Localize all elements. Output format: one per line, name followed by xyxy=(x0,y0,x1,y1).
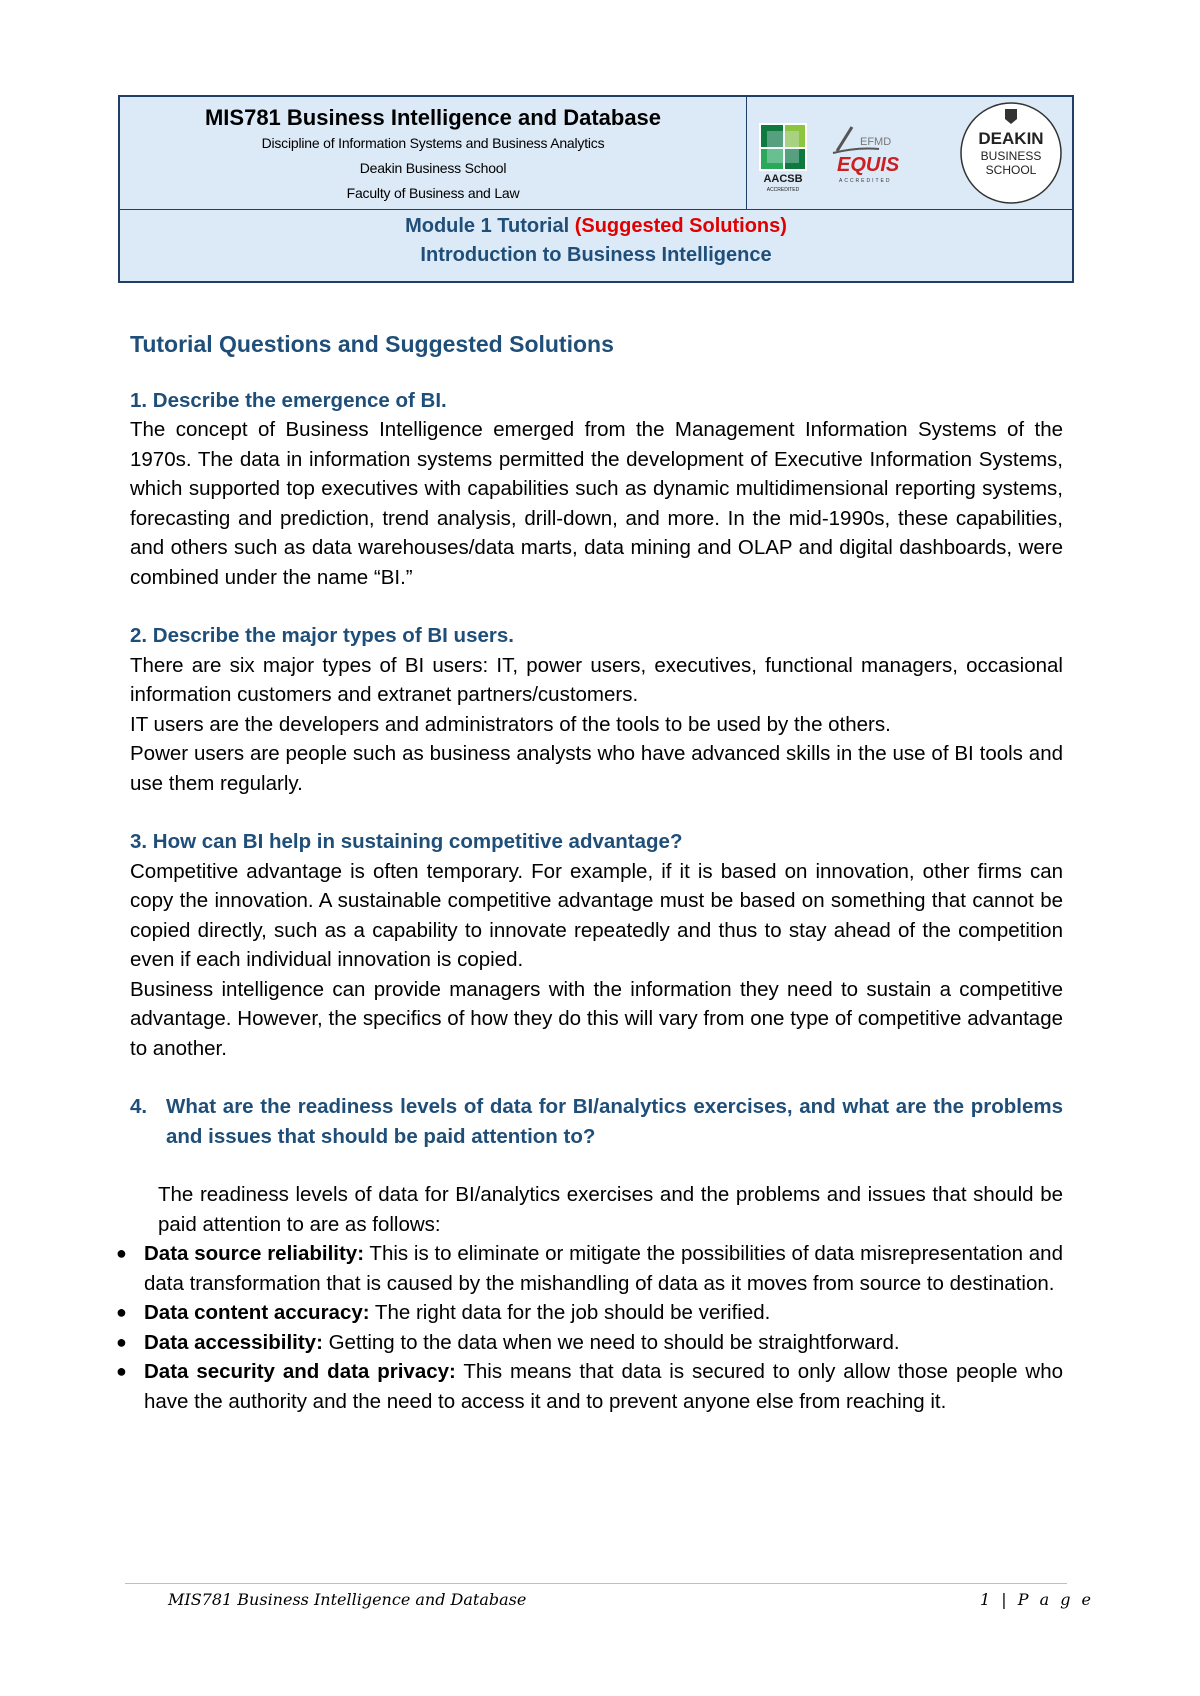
list-item xyxy=(116,1357,1063,1416)
bullet-text: This is to eliminate or mitigate the possibilities of data misrepresentation and data transformation that is caused by the mishandling of data as it moves from source to destination. xyxy=(144,1242,1063,1295)
header-course-info xyxy=(120,97,747,209)
question-3-title: 3. How can BI help in sustaining competitive advantage? xyxy=(130,830,683,853)
aacsb-logo xyxy=(759,123,807,193)
document-body xyxy=(116,330,1063,1416)
deakin-business-text: BUSINESS xyxy=(980,149,1042,163)
module-label: Module 1 Tutorial xyxy=(405,215,570,237)
aacsb-text: AACSB xyxy=(763,173,803,185)
question-2-title: 2. Describe the major types of BI users. xyxy=(130,624,514,647)
question-2-answer-p2: IT users are the developers and administrators of the tools to be used by the others. xyxy=(130,712,891,736)
suggested-solutions-label: (Suggested Solutions) xyxy=(574,215,787,237)
footer-divider xyxy=(125,1583,1067,1584)
bullet-icon: ● xyxy=(116,1243,127,1263)
question-4-number: 4. xyxy=(130,1095,148,1118)
question-1-answer: The concept of Business Intelligence emerged from the Management Information Systems of the 1970s. The data in information systems permitted the development of Executive Information Systems, which supported top executives with capabilities such as dynamic multidimensional reporting systems, forecasting and prediction, trend analysis, drill-down, and more. In the mid-1990s, these capabilities, and others such as data warehouses/data marts, data mining and OLAP and digital dashboards, were combined under the name “BI.” xyxy=(130,418,1063,589)
footer-page-number: 1 | P a g e xyxy=(980,1590,1095,1609)
topic-line: Introduction to Business Intelligence xyxy=(420,244,772,266)
list-item xyxy=(116,1298,1063,1328)
bullet-label: Data accessibility: xyxy=(144,1330,323,1354)
discipline-line: Discipline of Information Systems and Business Analytics xyxy=(261,135,605,151)
efmd-text: EFMD xyxy=(860,136,892,148)
footer-course-title: MIS781 Business Intelligence and Database xyxy=(168,1590,527,1609)
bullet-text: Getting to the data when we need to should be straightforward. xyxy=(322,1330,900,1354)
question-1-title: 1. Describe the emergence of BI. xyxy=(130,388,447,412)
course-title: MIS781 Business Intelligence and Database xyxy=(204,105,662,130)
bullet-text: The right data for the job should be verified. xyxy=(369,1301,771,1324)
logos-svg xyxy=(747,97,1072,209)
school-line: Deakin Business School xyxy=(359,160,507,176)
question-2-answer-p3: Power users are people such as business analysts who have advanced skills in the use of BI tools and use them regularly. xyxy=(130,742,1063,795)
equis-text: EQUIS xyxy=(837,154,900,176)
question-3-answer-p2: Business intelligence can provide managers with the information they need to sustain a competitive advantage. However, the specifics of how they do this will vary from one type of competitive advantage to another. xyxy=(130,977,1063,1060)
question-4-text: What are the readiness levels of data for BI/analytics exercises, and what are the problems and issues that should be paid attention to? xyxy=(166,1095,1063,1148)
header-module-row xyxy=(120,210,1072,270)
section-title: Tutorial Questions and Suggested Solutions xyxy=(130,331,614,357)
bullet-icon: ● xyxy=(116,1361,127,1381)
list-item xyxy=(116,1328,1063,1358)
question-4-intro: The readiness levels of data for BI/analytics exercises and the problems and issues that should be paid attention to are as follows: xyxy=(158,1183,1063,1236)
equis-sub-text: ACCREDITED xyxy=(839,178,892,184)
bullet-icon: ● xyxy=(116,1331,127,1352)
bullet-label: Data source reliability: xyxy=(144,1242,365,1265)
deakin-text: DEAKIN xyxy=(978,129,1044,148)
deakin-logo xyxy=(961,103,1061,203)
question-3-answer-p1: Competitive advantage is often temporary. For example, if it is based on innovation, other firms can copy the innovation. A sustainable competitive advantage must be based on something that cannot be copied directly, such as a capability to innovate repeatedly and thus to stay ahead of the competition even if each individual innovation is copied. xyxy=(130,859,1063,971)
header-top-row xyxy=(120,97,1072,210)
equis-logo xyxy=(833,127,900,184)
deakin-school-text: SCHOOL xyxy=(985,163,1037,177)
bullet-text: This means that data is secured to only allow those people who have the authority and the need to access it and to prevent anyone else from reaching it. xyxy=(144,1360,1063,1413)
bullet-label: Data content accuracy: xyxy=(144,1301,370,1324)
list-item xyxy=(116,1239,1063,1298)
bullet-icon: ● xyxy=(116,1302,127,1322)
aacsb-sub-text: ACCREDITED xyxy=(766,187,800,193)
question-2-answer-p1: There are six major types of BI users: IT, power users, executives, functional managers, occasional information customers and extranet partners/customers. xyxy=(130,653,1063,706)
module-line xyxy=(120,212,1072,241)
header-box xyxy=(118,95,1074,283)
accreditation-logos xyxy=(747,97,1072,209)
question-4-title xyxy=(130,1092,1063,1151)
faculty-line: Faculty of Business and Law xyxy=(346,185,520,201)
bullet-label: Data security and data privacy: xyxy=(144,1360,456,1383)
